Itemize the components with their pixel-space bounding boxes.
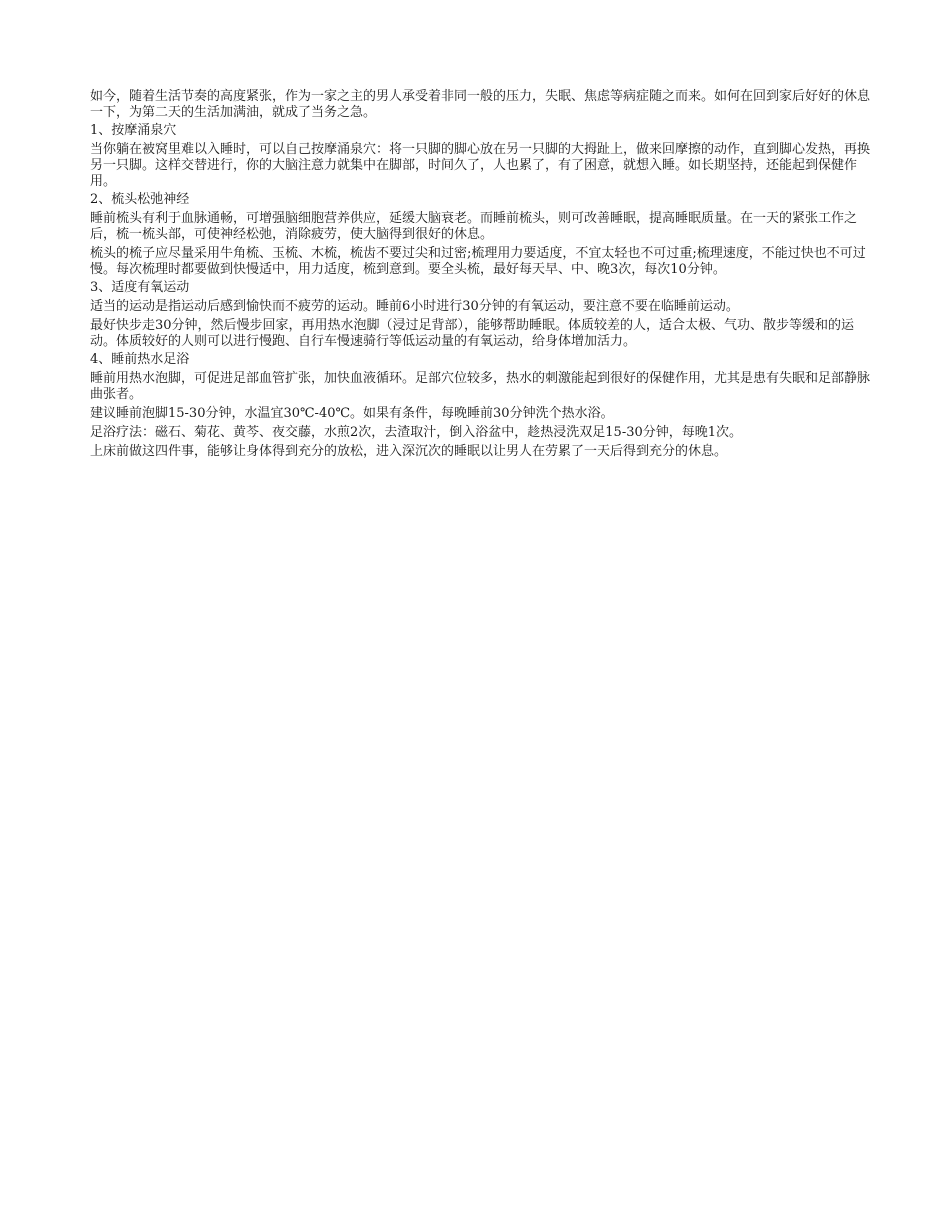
document-body bbox=[90, 89, 880, 460]
section-4-paragraph-2: 建议睡前泡脚15-30分钟，水温宜30℃-40℃。如果有条件，每晚睡前30分钟洗个热水浴。 bbox=[90, 406, 614, 421]
section-4-heading: 4、睡前热水足浴 bbox=[90, 352, 190, 367]
section-2-paragraph-2: 梳头的梳子应尽量采用牛角梳、玉梳、木梳，梳齿不要过尖和过密;梳理用力要适度，不宜太轻也不可过重;梳理速度，不能过快也不可过慢。每次梳理时都要做到快慢适中，用力适度，梳到意到。要全头梳，最好每天早、中、晚3次，每次10分钟。 bbox=[90, 246, 866, 277]
section-3-paragraph-2: 最好快步走30分钟，然后慢步回家，再用热水泡脚（浸过足背部），能够帮助睡眠。体质较差的人，适合太极、气功、散步等缓和的运动。体质较好的人则可以进行慢跑、自行车慢速骑行等低运动量的有氧运动，给身体增加活力。 bbox=[90, 318, 855, 349]
section-3-heading: 3、适度有氧运动 bbox=[90, 280, 190, 295]
section-2-paragraph-1: 睡前梳头有利于血脉通畅，可增强脑细胞营养供应，延缓大脑衰老。而睡前梳头，则可改善睡眠，提高睡眠质量。在一天的紧张工作之后，梳一梳头部，可使神经松弛，消除疲劳，使大脑得到很好的休息。 bbox=[90, 211, 858, 242]
section-1-paragraph-1: 当你躺在被窝里难以入睡时，可以自己按摩涌泉穴：将一只脚的脚心放在另一只脚的大拇趾上，做来回摩擦的动作，直到脚心发热，再换另一只脚。这样交替进行，你的大脑注意力就集中在脚部，时间久了，人也累了，有了困意，就想入睡。如长期坚持，还能起到保健作用。 bbox=[90, 142, 871, 189]
conclusion-paragraph: 上床前做这四件事，能够让身体得到充分的放松，进入深沉次的睡眠以让男人在劳累了一天后得到充分的休息。 bbox=[90, 444, 728, 459]
section-4-paragraph-3: 足浴疗法：磁石、菊花、黄芩、夜交藤，水煎2次，去渣取汁，倒入浴盆中，趁热浸洗双足15-30分钟，每晚1次。 bbox=[90, 425, 743, 440]
intro-paragraph: 如今，随着生活节奏的高度紧张，作为一家之主的男人承受着非同一般的压力，失眠、焦虑等病症随之而来。如何在回到家后好好的休息一下，为第二天的生活加满油，就成了当务之急。 bbox=[90, 89, 871, 120]
section-2-heading: 2、梳头松弛神经 bbox=[90, 192, 190, 207]
section-3-paragraph-1: 适当的运动是指运动后感到愉快而不疲劳的运动。睡前6小时进行30分钟的有氧运动，要注意不要在临睡前运动。 bbox=[90, 299, 739, 314]
section-4-paragraph-1: 睡前用热水泡脚，可促进足部血管扩张，加快血液循环。足部穴位较多，热水的刺激能起到很好的保健作用，尤其是患有失眠和足部静脉曲张者。 bbox=[90, 371, 871, 402]
section-1-heading: 1、按摩涌泉穴 bbox=[90, 123, 177, 138]
